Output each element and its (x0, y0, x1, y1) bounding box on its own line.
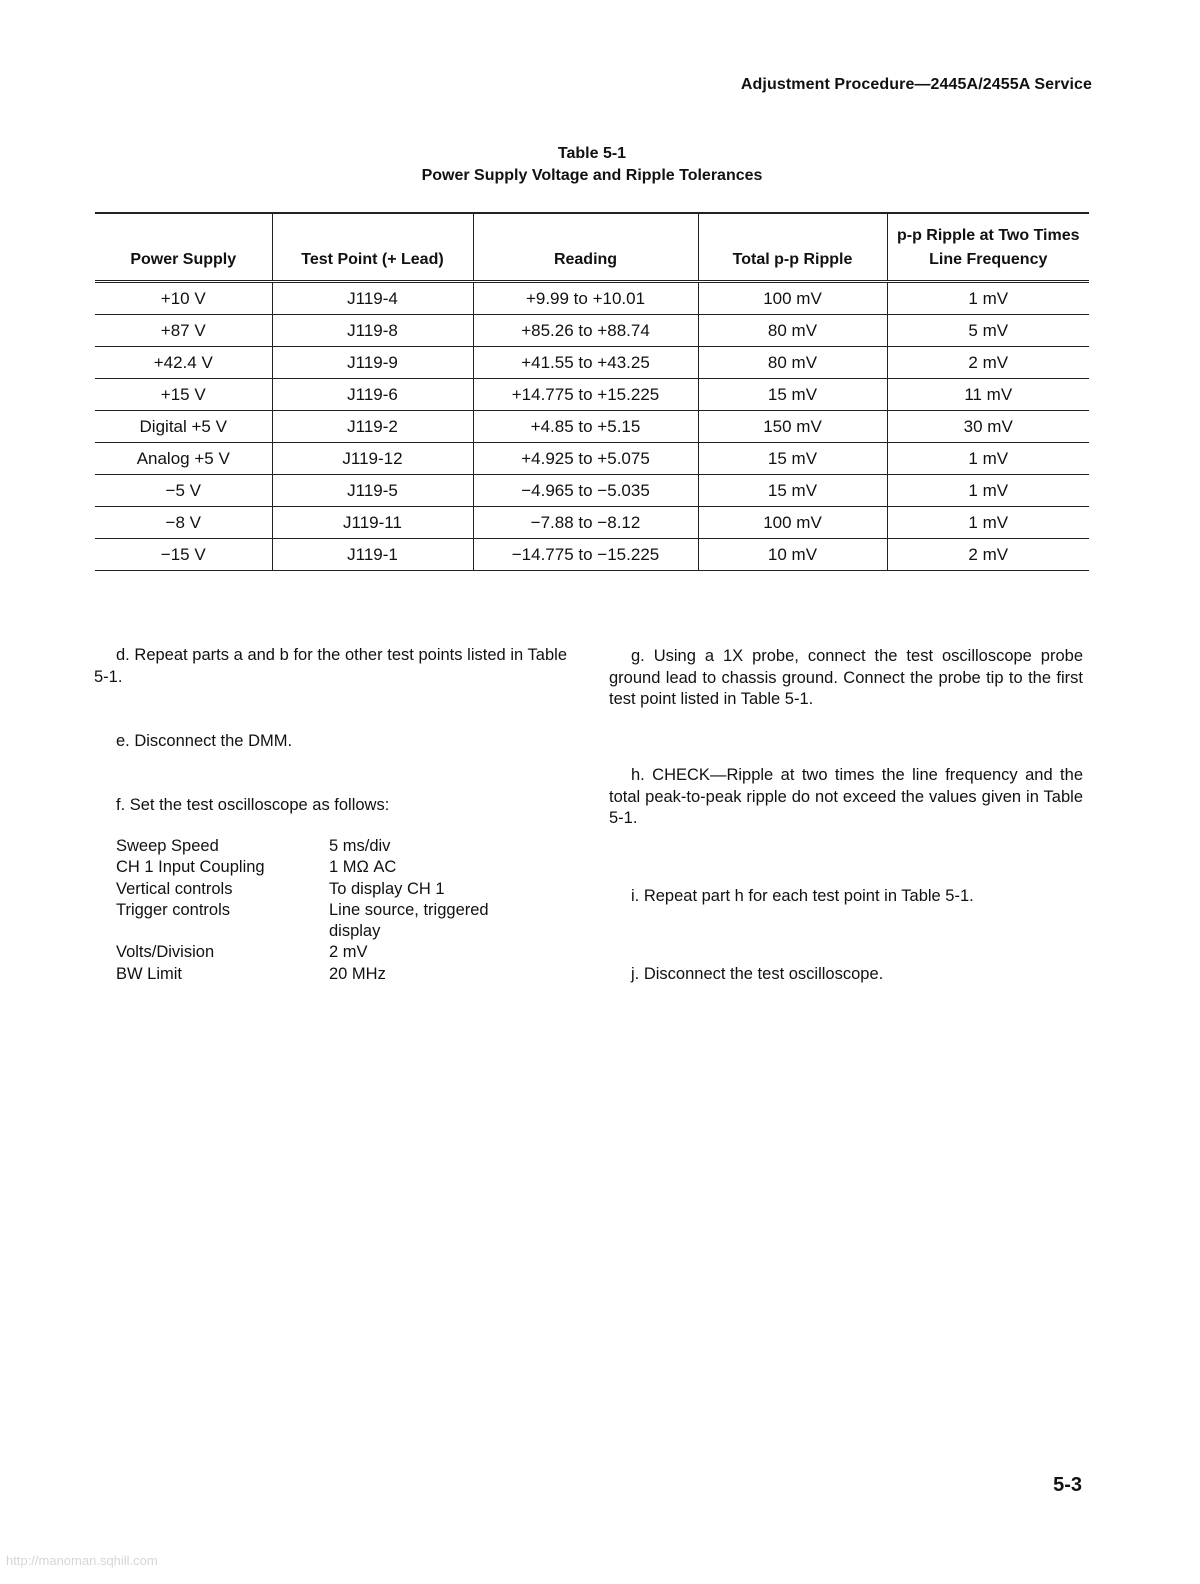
table-cell: 10 mV (698, 539, 887, 571)
table-cell: J119-8 (272, 315, 473, 347)
table-cell: Analog +5 V (95, 443, 272, 475)
setting-label: Sweep Speed (116, 837, 219, 855)
step-e: e. Disconnect the DMM. (116, 732, 293, 750)
table-row (95, 379, 1089, 411)
table-cell: +42.4 V (95, 347, 272, 379)
table-cell: J119-9 (272, 347, 473, 379)
table-cell: −5 V (95, 475, 272, 507)
table-cell: +9.99 to +10.01 (473, 282, 698, 315)
table-row (95, 475, 1089, 507)
settings-row (116, 900, 499, 943)
table-cell: +41.55 to +43.25 (473, 347, 698, 379)
table-cell: J119-4 (272, 282, 473, 315)
step-f: f. Set the test oscilloscope as follows: (116, 796, 390, 814)
settings-row (116, 857, 499, 878)
table-cell: 1 mV (887, 443, 1089, 475)
table-cell: J119-5 (272, 475, 473, 507)
url-watermark: http://manoman.sqhill.com (6, 1553, 158, 1568)
table-cell: J119-2 (272, 411, 473, 443)
table-cell: 1 mV (887, 475, 1089, 507)
step-g: g. Using a 1X probe, connect the test oscilloscope probe ground lead to chassis ground. Connect the probe tip to the first test point listed in Table 5-1. (609, 647, 1083, 708)
table-header-row (95, 213, 1089, 282)
column-header: Total p-p Ripple (698, 213, 887, 282)
table-cell: Digital +5 V (95, 411, 272, 443)
table-cell: 15 mV (698, 379, 887, 411)
table-row (95, 539, 1089, 571)
table-cell: −7.88 to −8.12 (473, 507, 698, 539)
table-row (95, 315, 1089, 347)
table-cell: +15 V (95, 379, 272, 411)
table-row (95, 282, 1089, 315)
table-row (95, 507, 1089, 539)
column-header: Power Supply (95, 213, 272, 282)
step-i: i. Repeat part h for each test point in Table 5-1. (631, 887, 974, 905)
setting-value: To display CH 1 (329, 879, 445, 898)
table-cell: 150 mV (698, 411, 887, 443)
settings-row (116, 836, 499, 857)
running-header: Adjustment Procedure—2445A/2455A Service (740, 76, 1092, 93)
table-cell: 15 mV (698, 475, 887, 507)
table-cell: 2 mV (887, 539, 1089, 571)
table-cell: J119-6 (272, 379, 473, 411)
power-supply-table (95, 212, 1089, 571)
table-cell: 100 mV (698, 282, 887, 315)
setting-label: BW Limit (116, 964, 182, 983)
settings-row (116, 942, 499, 963)
table-cell: +87 V (95, 315, 272, 347)
step-d: d. Repeat parts a and b for the other test points listed in Table 5-1. (94, 646, 567, 686)
setting-label: Trigger controls (116, 900, 231, 919)
settings-row (116, 964, 499, 985)
table-cell: −8 V (95, 507, 272, 539)
setting-label: Volts/Division (116, 943, 215, 962)
table-cell: 11 mV (887, 379, 1089, 411)
table-cell: 100 mV (698, 507, 887, 539)
table-cell: −4.965 to −5.035 (473, 475, 698, 507)
column-header: Reading (473, 213, 698, 282)
oscilloscope-settings-list (116, 836, 499, 985)
table-cell: 15 mV (698, 443, 887, 475)
step-h: h. CHECK—Ripple at two times the line frequency and the total peak-to-peak ripple do not exceed the values given in Table 5-1. (609, 766, 1083, 827)
table-caption (0, 143, 1184, 187)
table-cell: +14.775 to +15.225 (473, 379, 698, 411)
setting-value: 20 MHz (329, 964, 386, 983)
table-cell: 5 mV (887, 315, 1089, 347)
setting-value: 1 MΩ AC (329, 858, 397, 877)
table-cell: 2 mV (887, 347, 1089, 379)
setting-label: CH 1 Input Coupling (116, 858, 265, 877)
page-number: 5-3 (1053, 1474, 1082, 1496)
table-cell: −15 V (95, 539, 272, 571)
setting-value: 5 ms/div (329, 837, 391, 855)
setting-value: Line source, triggered display (329, 900, 489, 941)
table-cell: 1 mV (887, 282, 1089, 315)
table-row (95, 411, 1089, 443)
column-header: p-p Ripple at Two Times Line Frequency (887, 213, 1089, 282)
table-cell: J119-12 (272, 443, 473, 475)
setting-value: 2 mV (329, 943, 368, 962)
table-row (95, 443, 1089, 475)
table-cell: +10 V (95, 282, 272, 315)
table-cell: −14.775 to −15.225 (473, 539, 698, 571)
setting-label: Vertical controls (116, 879, 233, 898)
table-cell: 80 mV (698, 347, 887, 379)
table-cell: +4.925 to +5.075 (473, 443, 698, 475)
table-cell: +85.26 to +88.74 (473, 315, 698, 347)
table-number: Table 5-1 (557, 145, 627, 162)
table-cell: 80 mV (698, 315, 887, 347)
table-cell: 30 mV (887, 411, 1089, 443)
settings-row (116, 879, 499, 900)
step-j: j. Disconnect the test oscilloscope. (631, 965, 884, 983)
table-cell: J119-1 (272, 539, 473, 571)
column-header: Test Point (+ Lead) (272, 213, 473, 282)
table-title: Power Supply Voltage and Ripple Tolerances (421, 167, 763, 184)
table-cell: 1 mV (887, 507, 1089, 539)
table-cell: +4.85 to +5.15 (473, 411, 698, 443)
table-row (95, 347, 1089, 379)
table-cell: J119-11 (272, 507, 473, 539)
